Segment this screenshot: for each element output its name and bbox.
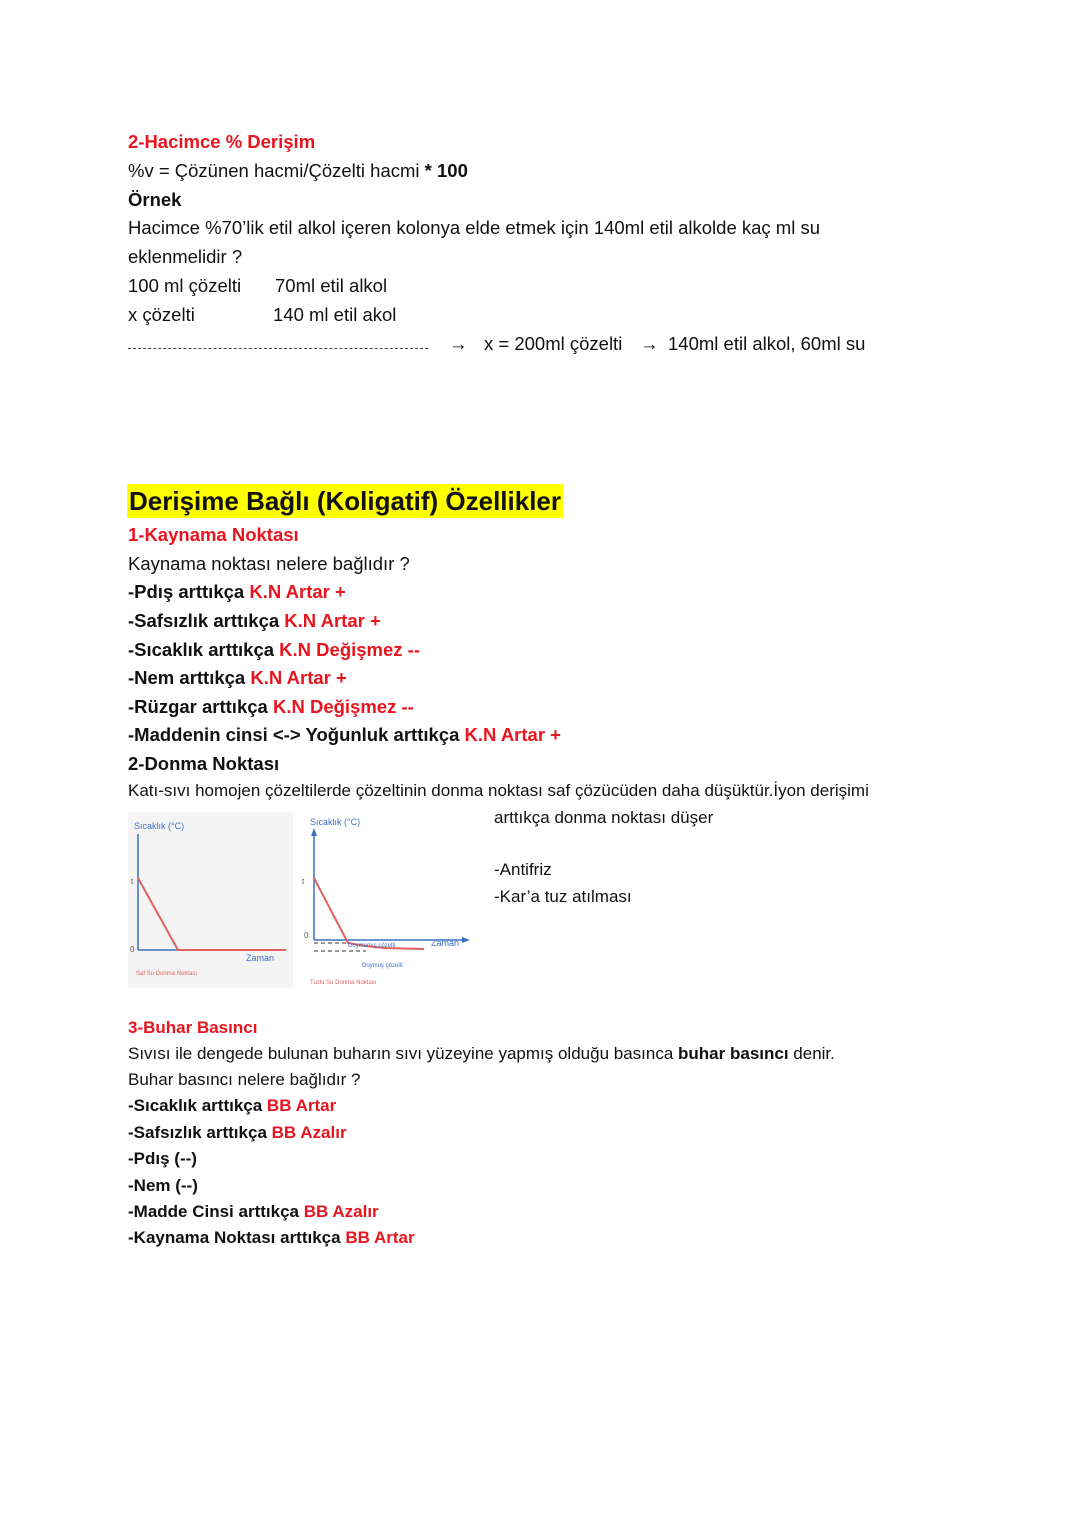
question-line-2: eklenmelidir ? xyxy=(128,246,243,267)
item-effect: BB Artar xyxy=(345,1228,415,1247)
example-label: Örnek xyxy=(128,189,182,210)
item-label: -Maddenin cinsi <-> Yoğunluk arttıkça xyxy=(128,724,465,745)
buhar-item xyxy=(128,1225,415,1251)
y-axis-arrow-icon xyxy=(311,828,317,836)
result-composition: 140ml etil alkol, 60ml su xyxy=(668,333,866,354)
x-axis-label: Zaman xyxy=(246,953,275,963)
item-effect: BB Azalır xyxy=(271,1123,347,1142)
item-effect: K.N Artar + xyxy=(250,667,347,688)
buhar-item xyxy=(128,1146,197,1172)
item-effect: K.N Değişmez -- xyxy=(279,639,420,660)
item-label: -Sıcaklık arttıkça xyxy=(128,639,280,660)
item-label: -Pdış (--) xyxy=(128,1149,197,1168)
pure-water-plot xyxy=(128,812,293,988)
row2-right: 140 ml etil akol xyxy=(273,304,397,325)
item-effect: BB Azalır xyxy=(303,1202,379,1221)
item-label: -Safsızlık arttıkça xyxy=(128,1123,272,1142)
buhar-item xyxy=(128,1120,347,1146)
tick-zero: 0 xyxy=(130,945,135,954)
item-label: -Safsızlık arttıkça xyxy=(128,610,285,631)
arrow-icon: → xyxy=(640,333,659,354)
hacim-formula xyxy=(128,157,468,185)
buhar-item xyxy=(128,1199,379,1225)
definition-end: denir. xyxy=(788,1044,835,1063)
donma-example: -Antifriz xyxy=(494,860,552,879)
kaynama-item xyxy=(128,721,561,749)
item-effect: K.N Artar + xyxy=(249,581,346,602)
salt-water-plot xyxy=(296,812,478,988)
item-label: -Sıcaklık arttıkça xyxy=(128,1096,267,1115)
definition-start: Sıvısı ile dengede bulunan buharın sıvı yüzeyine yapmış olduğu basınca xyxy=(128,1044,679,1063)
tick-zero: 0 xyxy=(304,931,309,940)
arrow-icon: → xyxy=(449,333,468,354)
item-label: -Kaynama Noktası arttıkça xyxy=(128,1228,346,1247)
tick-t: t xyxy=(131,877,134,886)
result-x: x = 200ml çözelti xyxy=(484,333,623,354)
item-label: -Nem arttıkça xyxy=(128,667,251,688)
kaynama-item xyxy=(128,664,347,692)
hacim-title: 2-Hacimce % Derişim xyxy=(128,131,316,152)
cooling-curve xyxy=(314,878,424,949)
x-axis-arrow-icon xyxy=(462,937,470,943)
question-line-1: Hacimce %70’lik etil alkol içeren kolonya elde etmek için 140ml etil alkolde kaç ml su xyxy=(128,217,820,238)
y-axis-label: Sıcaklık (°C) xyxy=(134,821,185,831)
item-effect: K.N Artar + xyxy=(284,610,381,631)
buhar-definition xyxy=(128,1041,835,1067)
formula-bold: * 100 xyxy=(424,160,468,181)
item-effect: BB Artar xyxy=(266,1096,337,1115)
kaynama-question: Kaynama noktası nelere bağlıdır ? xyxy=(128,553,410,574)
kaynama-title: 1-Kaynama Noktası xyxy=(128,524,299,545)
figure-pure-water xyxy=(128,812,293,988)
donma-text-line-2: arttıkça donma noktası düşer xyxy=(494,808,714,827)
donma-example: -Kar’a tuz atılması xyxy=(494,887,632,906)
formula-main: %v = Çözünen hacmi/Çözelti hacmi xyxy=(128,160,425,181)
figure-caption: Saf Su Donma Noktası xyxy=(136,971,198,977)
donma-title: 2-Donma Noktası xyxy=(128,753,280,774)
label-saturated: Doymuş çözelti xyxy=(362,963,403,969)
item-effect: K.N Değişmez -- xyxy=(272,696,414,717)
item-label: -Madde Cinsi arttıkça xyxy=(128,1202,304,1221)
item-label: -Pdış arttıkça xyxy=(128,581,250,602)
label-unsaturated: Doymamış çözelti xyxy=(348,943,396,949)
kaynama-item xyxy=(128,578,346,606)
item-label: -Rüzgar arttıkça xyxy=(128,696,273,717)
y-axis-label: Sıcaklık (°C) xyxy=(310,817,361,827)
row2-left: x çözelti xyxy=(128,304,195,325)
buhar-question: Buhar basıncı nelere bağlıdır ? xyxy=(128,1070,361,1089)
tick-t: t xyxy=(302,877,305,886)
kaynama-item xyxy=(128,693,414,721)
item-label: -Nem (--) xyxy=(128,1176,198,1195)
row1-left: 100 ml çözelti xyxy=(128,275,242,296)
definition-term: buhar basıncı xyxy=(678,1044,789,1063)
donma-text-line-1: Katı-sıvı homojen çözeltilerde çözeltinin donma noktası saf çözücüden daha düşüktür.İyon derişimi xyxy=(128,781,869,800)
row1-right: 70ml etil alkol xyxy=(275,275,388,296)
figure-salt-water xyxy=(296,812,478,988)
kaynama-item xyxy=(128,636,420,664)
figure-caption: Tuzlu Su Donma Noktası xyxy=(310,980,377,986)
divider-dashed xyxy=(128,348,428,349)
buhar-item xyxy=(128,1093,336,1119)
section-heading: Derişime Bağlı (Koligatif) Özellikler xyxy=(129,486,561,516)
kaynama-item xyxy=(128,607,381,635)
buhar-title: 3-Buhar Basıncı xyxy=(128,1018,258,1037)
item-effect: K.N Artar + xyxy=(464,724,561,745)
buhar-item xyxy=(128,1173,198,1199)
x-axis-label: Zaman xyxy=(431,938,460,948)
